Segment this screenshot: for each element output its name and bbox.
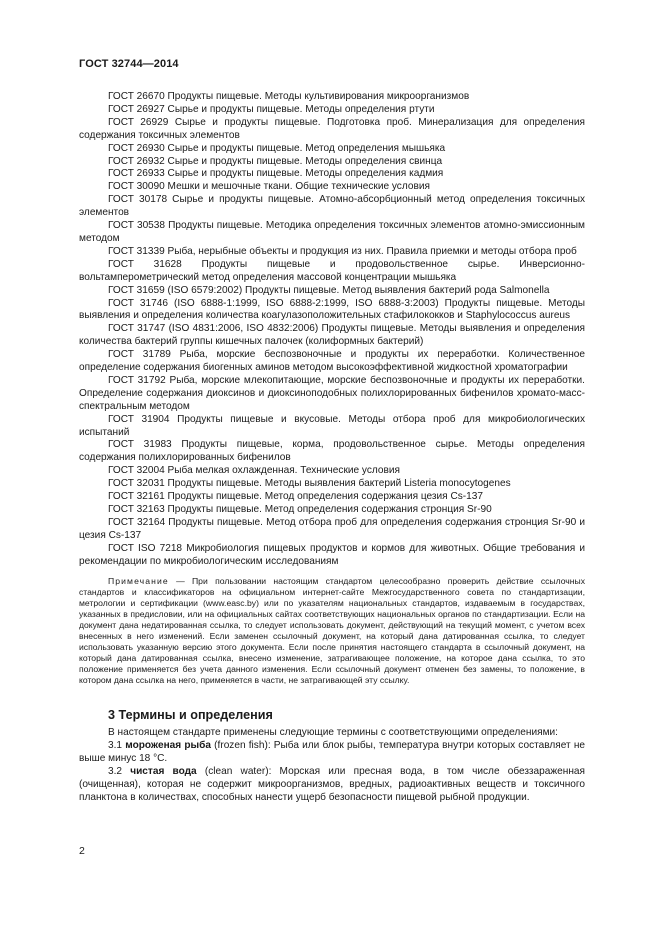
reference-item: ГОСТ 31659 (ISO 6579:2002) Продукты пищевые. Метод выявления бактерий рода Salmonella (108, 284, 550, 296)
reference-item: ГОСТ 32161 Продукты пищевые. Метод определения содержания цезия Cs-137 (108, 491, 483, 503)
reference-item: ГОСТ 32163 Продукты пищевые. Метод определения содержания стронция Sr-90 (108, 504, 492, 515)
reference-item: ГОСТ 31746 (ISO 6888-1:1999, ISO 6888-2:1999, ISO 6888-3:2003) Продукты пищевые. Методы выявления и определения количества коагулазоположительных стафилококков и Staphylococcus aureus (79, 297, 585, 322)
reference-item: ГОСТ ISO 7218 Микробиология пищевых продуктов и кормов для животных. Общие требования и рекомендации по микробиологическим исследованиям (79, 542, 585, 567)
page-body (79, 91, 585, 805)
reference-item: ГОСТ 31339 Рыба, нерыбные объекты и продукция из них. Правила приемки и методы отбора проб (108, 245, 577, 257)
reference-item: ГОСТ 31904 Продукты пищевые и вкусовые. Методы отбора проб для микробиологических испытаний (79, 413, 585, 438)
term-definition (79, 766, 585, 805)
reference-item: ГОСТ 32164 Продукты пищевые. Метод отбора проб для определения содержания стронция Sr-90 и цезия Cs-137 (79, 516, 585, 541)
reference-item: ГОСТ 30538 Продукты пищевые. Методика определения токсичных элементов атомно-эмиссионным методом (79, 220, 585, 244)
reference-item: ГОСТ 26932 Сырье и продукты пищевые. Методы определения свинца (108, 155, 443, 167)
reference-item: ГОСТ 26927 Сырье и продукты пищевые. Методы определения ртути (108, 103, 435, 115)
term-number: 3.1 (108, 740, 123, 752)
reference-item: ГОСТ 31983 Продукты пищевые, корма, продовольственное сырье. Методы определения содержания полихлорированных бифенилов (79, 439, 585, 464)
reference-item: ГОСТ 31789 Рыба, морские беспозвоночные и продукты их переработки. Количественное определение содержания биогенных аминов методом высокоэффективной жидкостной хроматографии (79, 349, 585, 374)
reference-item: ГОСТ 26933 Сырье и продукты пищевые. Методы определения кадмия (108, 168, 444, 180)
term-number: 3.2 (108, 766, 123, 778)
reference-item: ГОСТ 32004 Рыба мелкая охлажденная. Технические условия (108, 465, 400, 477)
term-name: мороженая рыба (125, 740, 211, 752)
reference-item: ГОСТ 32031 Продукты пищевые. Методы выявления бактерий Listeria monocytogenes (108, 478, 511, 490)
note-text: — При пользовании настоящим стандартом целесообразно проверить действие ссылочных стандартов и классификаторов на официальном интернет-сайте Межгосударственного совета по стандартизации, метрологии и сертификации (www.easc.by) или по указателям национальных стандартов, издаваемым в государствах, указанных в предисловии, или на официальных сайтах соответствующих национальных органов по стандартизации. Если на документ дана недатированная ссылка, то следует использовать документ, действующий на текущий момент, с учетом всех внесенных в него изменений. Если заменен ссылочный документ, на который дана датированная ссылка, то следует использовать указанную версию этого документа. Если после принятия настоящего стандарта в ссылочный документ, на который дана датированная ссылка, внесено изменение, затрагивающее положение, на которое дана ссылка, то это положение применяется без учета данного изменения. Если ссылочный документ отменен без замены, то положение, в котором дана ссылка на него, применяется в части, не затрагивающей эту ссылку. (79, 575, 585, 686)
term-text: (clean water): Морская или пресная вода, в том числе обеззараженная (очищенная), которая не содержит микроорганизмов, вредных, радиоактивных веществ и токсичного планктона в количествах, способных нанести ущерб безопасности пищевой рыбной продукции. (79, 766, 585, 803)
document-code-header: ГОСТ 32744—2014 (79, 58, 179, 70)
section-intro: В настоящем стандарте применены следующие термины с соответствующими определениями: (108, 727, 558, 739)
term-text: (frozen fish): Рыба или блок рыбы, температура внутри которых составляет не выше минус 18 °С. (79, 740, 586, 765)
section-heading: 3 Термины и определения (108, 708, 273, 723)
note-paragraph (79, 576, 585, 687)
reference-item: ГОСТ 26930 Сырье и продукты пищевые. Метод определения мышьяка (108, 142, 446, 154)
reference-item: ГОСТ 31792 Рыба, морские млекопитающие, морские беспозвоночные и продукты их переработки. Определение содержания диоксинов и диоксиноподобных полихлорированных бифенилов хромато-масс-спектральным методом (79, 374, 585, 412)
normative-references-list (79, 91, 585, 569)
reference-item: ГОСТ 26670 Продукты пищевые. Методы культивирования микроорганизмов (108, 91, 470, 102)
reference-item: ГОСТ 30090 Мешки и мешочные ткани. Общие технические условия (108, 181, 430, 193)
term-definition (79, 740, 585, 766)
term-name: чистая вода (130, 766, 197, 778)
reference-item: ГОСТ 30178 Сырье и продукты пищевые. Атомно-абсорбционный метод определения токсичных элементов (79, 194, 585, 219)
reference-item: ГОСТ 31628 Продукты пищевые и продовольственное сырье. Инверсионно-вольтамперометрический метод определения массовой концентрации мышьяка (79, 258, 585, 283)
page-number: 2 (79, 845, 85, 857)
note-label: Примечание (108, 575, 169, 586)
reference-item: ГОСТ 31747 (ISO 4831:2006, ISO 4832:2006) Продукты пищевые. Методы выявления и определения количества бактерий группы кишечных палочек (колиформных бактерий) (79, 323, 585, 348)
reference-item: ГОСТ 26929 Сырье и продукты пищевые. Подготовка проб. Минерализация для определения содержания токсичных элементов (79, 116, 585, 141)
